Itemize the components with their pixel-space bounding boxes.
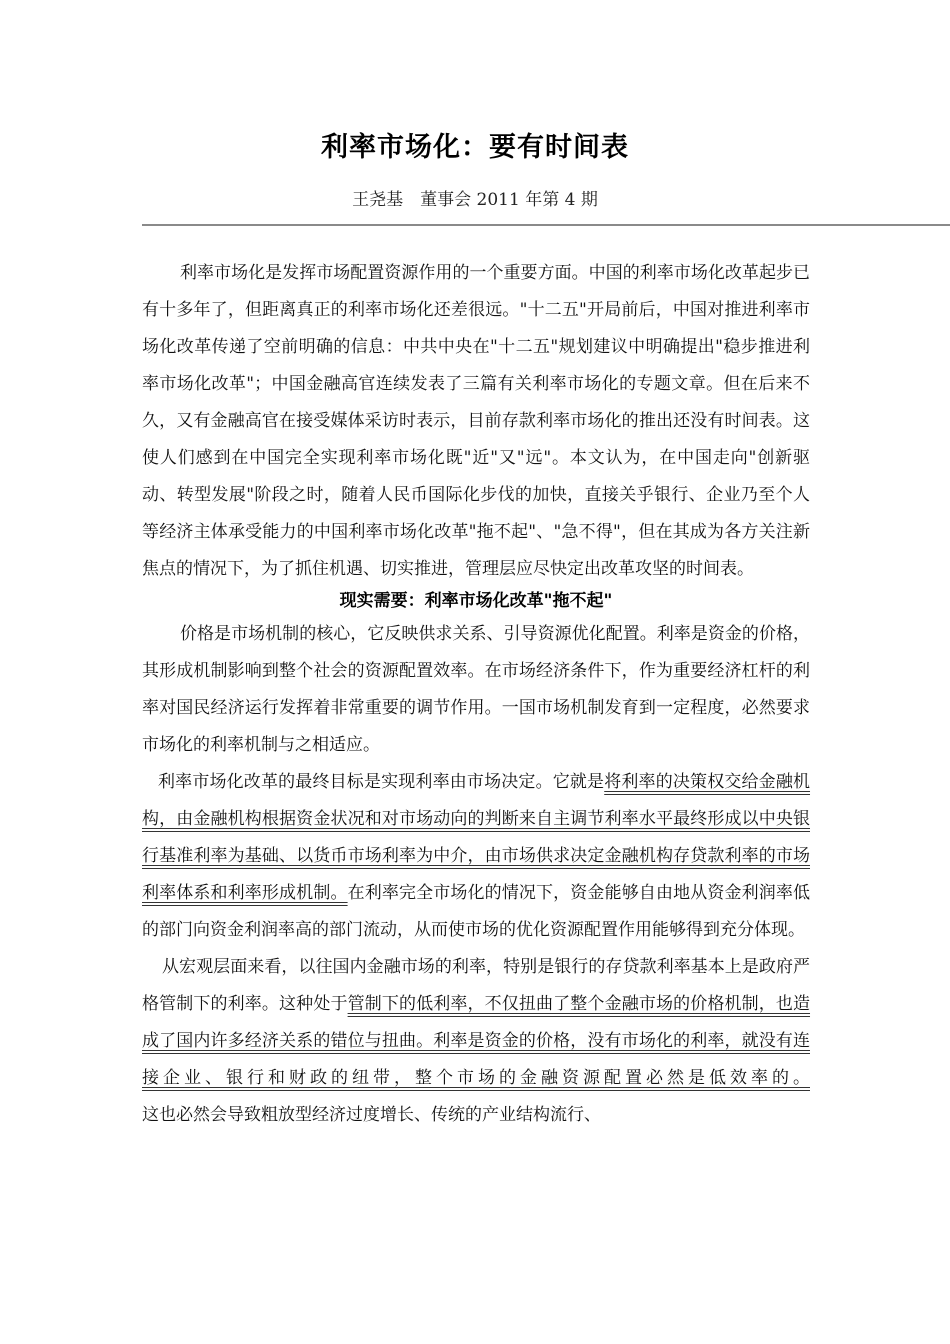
- macro-view-text: 从宏观层面来看，以往国内金融市场的利率，特别是银行的存贷款利率基本上是政府严格管制下的利率。这种处于: [142, 957, 810, 1014]
- document-title: 利率市场化：要有时间表: [321, 132, 629, 163]
- paragraph-market-mechanism: 价格是市场机制的核心，它反映供求关系、引导资源优化配置。利率是资金的价格，其形成机制影响到整个社会的资源配置效率。在市场经济条件下，作为重要经济杠杆的利率对国民经济运行发挥着非常重要的调节作用。一国市场机制发育到一定程度，必然要求市场化的利率机制与之相适应。: [142, 624, 810, 755]
- reform-goal-text-end: 在利率完全市场化的情况下，资金能够自由地从资金利润率低的部门向资金利润率高的部门流动，从而使市场的优化资源配置作用能够得到充分体现。: [142, 883, 811, 940]
- title-divider: [142, 224, 950, 226]
- byline: 王尧基 董事会 2011 年第 4 期: [352, 190, 598, 210]
- reform-goal-underlined: 将利率的决策权交给金融机构，由金融机构根据资金状况和对市场动向的判断来自主调节利率水平最终形成以中央银行基准利率为基础、以货币市场利率为中介，由市场供求决定金融机构存贷款利率的市场利率体系和利率形成机制。: [142, 772, 811, 903]
- section-heading: 现实需要：利率市场化改革"拖不起": [339, 591, 613, 611]
- paragraph-intro: 利率市场化是发挥市场配置资源作用的一个重要方面。中国的利率市场化改革起步已有十多年了，但距离真正的利率市场化还差很远。"十二五"开局前后，中国对推进利率市场化改革传递了空前明确的信息：中共中央在"十二五"规划建议中明确提出"稳步推进利率市场化改革"；中国金融高官连续发表了三篇有关利率市场化的专题文章。但在后来不久，又有金融高官在接受媒体采访时表示，目前存款利率市场化的推出还没有时间表。这使人们感到在中国完全实现利率市场化既"近"又"远"。本文认为，在中国走向"创新驱动、转型发展"阶段之时，随着人民币国际化步伐的加快，直接关乎银行、企业乃至个人等经济主体承受能力的中国利率市场化改革"拖不起"、"急不得"，但在其成为各方关注新焦点的情况下，为了抓住机遇、切实推进，管理层应尽快定出改革攻坚的时间表。: [142, 263, 810, 579]
- macro-view-text-end: 这也必然会导致粗放型经济过度增长、传统的产业结构流行、: [142, 1105, 601, 1125]
- paragraph-reform-goal: [142, 764, 810, 949]
- macro-view-underlined: 管制下的低利率，不仅扭曲了整个金融市场的价格机制，也造成了国内许多经济关系的错位与扭曲。利率是资金的价格，没有市场化的利率，就没有连接企业、银行和财政的纽带，整个市场的金融资源配置必然是低效率的。: [142, 994, 811, 1088]
- reform-goal-text: 利率市场化改革的最终目标是实现利率由市场决定。它就是: [158, 772, 605, 792]
- paragraph-macro-view: [142, 949, 810, 1134]
- article-body: [142, 255, 810, 1134]
